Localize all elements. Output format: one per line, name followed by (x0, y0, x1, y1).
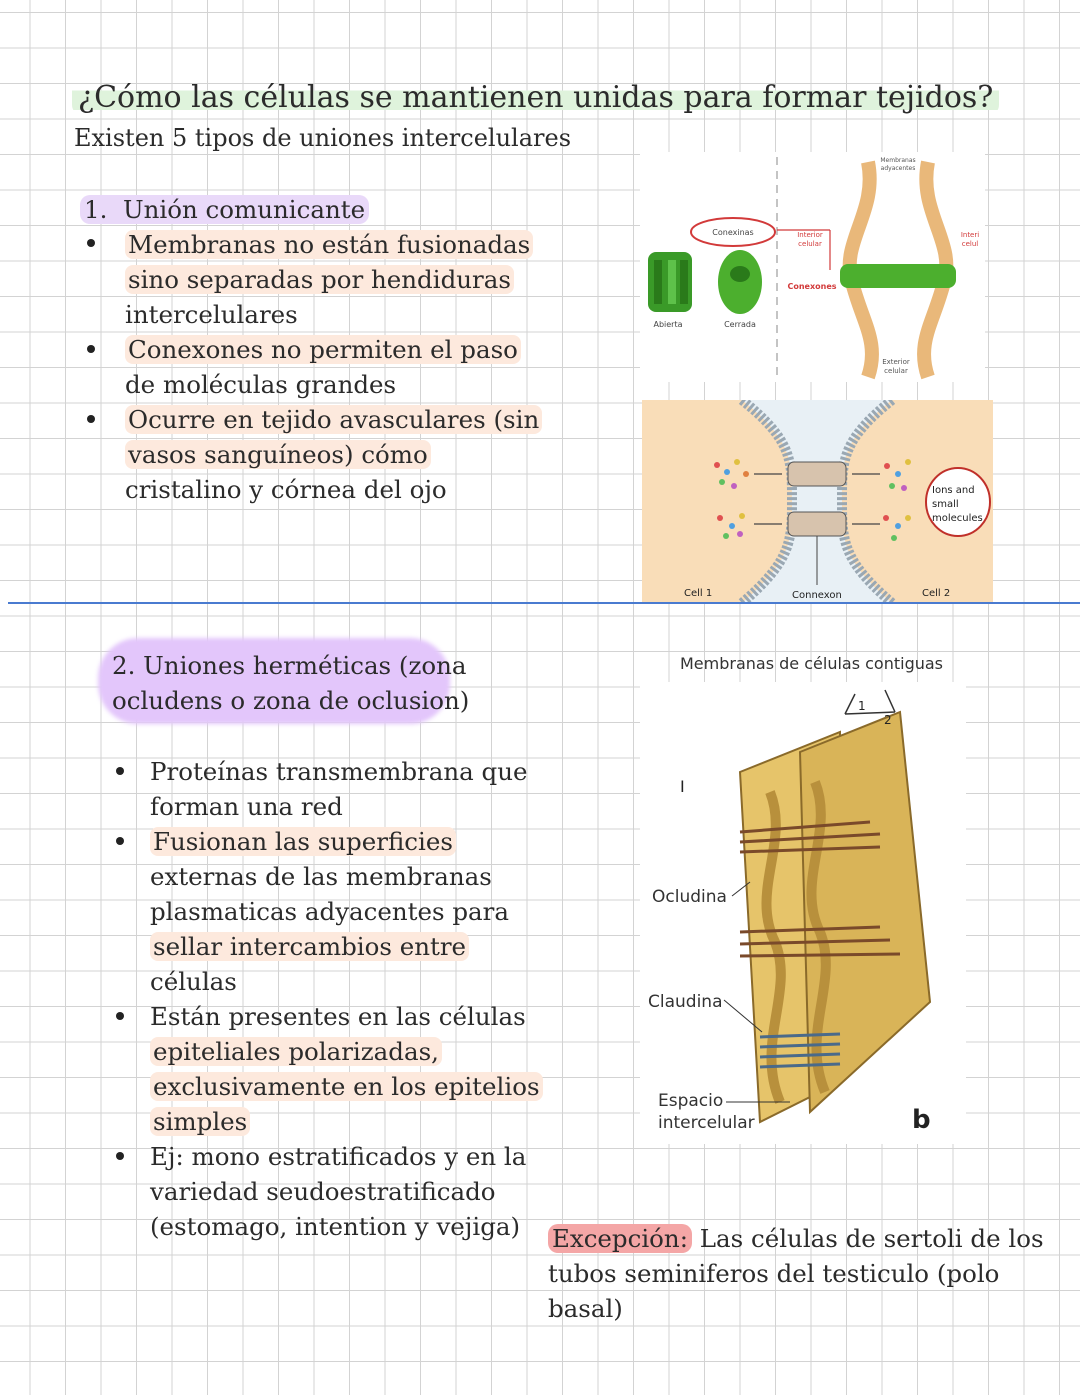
exterior-celular-label: celular (884, 367, 908, 375)
section2-bullet2: Fusionan las superficies externas de las membranas plasmaticas adyacentes para sellar intercambios entre células (150, 827, 509, 996)
num1-label: 1 (858, 699, 866, 713)
cell1-label: Cell 1 (684, 588, 713, 599)
section1-bullet2: Conexones no permiten el paso de moléculas grandes (125, 332, 521, 402)
tight-junction-figure (640, 682, 966, 1144)
section1-bullet1: Membranas no están fusionadas sino separadas por hendiduras intercelulares (125, 227, 533, 332)
section1-bullet3: Ocurre en tejido avasculares (sin vasos sanguíneos) cómo cristalino y córnea del ojo (125, 402, 542, 507)
connexon-lower (788, 512, 846, 536)
conexones-label: Conexones (787, 282, 837, 291)
connexon-channel (840, 264, 956, 288)
connexon-label: Connexon (792, 590, 842, 601)
panel-label: b (912, 1105, 931, 1135)
section2-heading: 2. Uniones herméticas (zona ocludens o zona de oclusion) (112, 651, 470, 715)
connexin-figure (640, 152, 985, 382)
ions-label-line2: small (932, 499, 959, 510)
ions-label-line1: Ions and (932, 485, 975, 496)
abierta-label: Abierta (653, 320, 683, 329)
section2-bullet3: Están presentes en las células epiteliales polarizadas, exclusivamente en los epitelios simples (150, 999, 543, 1139)
membranas-label: Membranas (880, 157, 916, 164)
connexin-closed-icon (718, 250, 762, 314)
cell2-label: Cell 2 (922, 588, 951, 599)
bullet-icon (116, 1152, 124, 1160)
interior-label: Interior (797, 231, 823, 239)
bullet-icon (87, 239, 95, 247)
ions-label-line3: molecules (932, 513, 983, 524)
bullet-icon (87, 345, 95, 353)
bullet-icon (116, 767, 124, 775)
exception-label: Excepción: (548, 1224, 692, 1253)
page-subtitle: Existen 5 tipos de uniones intercelulares (74, 124, 572, 152)
figure3-title: Membranas de células contiguas (680, 654, 944, 673)
bullet-icon (116, 1012, 124, 1020)
section-divider (8, 602, 1080, 604)
section1-heading: 1. Unión comunicante (80, 192, 369, 227)
exception-note: Excepción: Las células de sertoli de los tubos seminiferos del testiculo (polo basal) (548, 1224, 1044, 1323)
adyacentes-label: adyacentes (880, 165, 916, 172)
conexinas-label: Conexinas (712, 228, 754, 237)
celular-label: celular (798, 240, 822, 248)
espacio-label: Espacio (658, 1091, 724, 1111)
connexon-upper (788, 462, 846, 486)
ocludina-label: Ocludina (652, 887, 727, 907)
exterior-label: Exterior (882, 358, 910, 366)
bullet-icon (116, 837, 124, 845)
claudina-label: Claudina (648, 992, 723, 1012)
page-title: ¿Cómo las células se mantienen unidas para formar tejidos? (72, 80, 999, 115)
connexin-open-icon (648, 252, 692, 312)
gap-junction-figure (642, 400, 993, 603)
bullet-icon (87, 415, 95, 423)
section2-bullet4: Ej: mono estratificados y en la variedad seudoestratificado (estomago, intention y vejiga) (150, 1142, 527, 1241)
roman-label: I (680, 777, 685, 796)
interior-right-label: Interi (960, 231, 980, 239)
num2-label: 2 (884, 713, 892, 727)
celular-right-label: celul (961, 240, 979, 248)
intercelular-label: intercelular (658, 1113, 755, 1133)
cerrada-label: Cerrada (724, 320, 756, 329)
section2-bullet1: Proteínas transmembrana que forman una red (150, 757, 528, 821)
